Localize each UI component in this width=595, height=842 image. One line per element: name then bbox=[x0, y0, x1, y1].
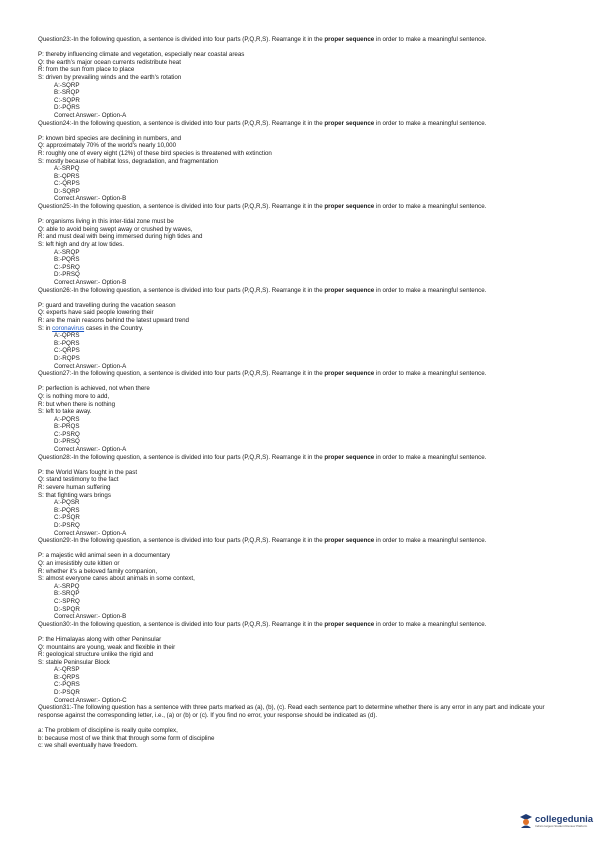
correct-answer: Correct Answer:- Option-A bbox=[54, 446, 127, 454]
option-a: A:-QRSP bbox=[54, 666, 80, 674]
part-p: P: known bird species are declining in numbers, and bbox=[38, 134, 182, 142]
option-d: D:-RQPS bbox=[54, 354, 80, 362]
part-q: Q: able to avoid being swept away or crushed by waves, bbox=[38, 225, 193, 233]
part-p: P: perfection is achieved, not when there bbox=[38, 385, 150, 393]
question-block bbox=[38, 370, 558, 454]
coronavirus-link[interactable]: coronavirus bbox=[52, 324, 85, 332]
option-a: A:-QPRS bbox=[54, 332, 80, 340]
question-block bbox=[38, 621, 558, 705]
option-c: C:-QRPS bbox=[54, 180, 80, 188]
graduate-icon bbox=[520, 814, 532, 828]
part-s: S: driven by prevailing winds and the earth's rotation bbox=[38, 73, 182, 81]
correct-answer: Correct Answer:- Option-A bbox=[54, 529, 127, 537]
collegedunia-logo bbox=[520, 814, 593, 828]
part-q: Q: stand testimony to the fact bbox=[38, 476, 119, 484]
question-block bbox=[38, 36, 558, 120]
part-s: S: that fighting wars brings bbox=[38, 491, 111, 499]
option-d: D:-SQRP bbox=[54, 187, 80, 195]
correct-answer: Correct Answer:- Option-C bbox=[54, 696, 127, 704]
option-c: C:-PQRS bbox=[54, 681, 80, 689]
option-b: B:-PQRS bbox=[54, 506, 80, 514]
logo-tagline: India's largest Student Review Platform bbox=[535, 823, 588, 828]
part-q: Q: experts have said people lowering their bbox=[38, 309, 154, 317]
option-b: B:-QRPS bbox=[54, 673, 80, 681]
part-c: c: we shall eventually have freedom. bbox=[38, 742, 138, 750]
part-r: R: but when there is nothing bbox=[38, 400, 116, 408]
question-heading: Question25:-In the following question, a sentence is divided into four parts (P,Q,R,S). Rearrange it in the proper sequence in order to make a meaningful sentence. bbox=[38, 203, 487, 211]
part-p: P: the World Wars fought in the past bbox=[38, 468, 138, 476]
question-block bbox=[38, 704, 558, 750]
option-b: B:-PRQS bbox=[54, 423, 80, 431]
correct-answer: Correct Answer:- Option-B bbox=[54, 195, 127, 203]
part-s: S: left to take away. bbox=[38, 408, 92, 416]
question-block bbox=[38, 203, 558, 287]
question-heading: Question30:-In the following question, a sentence is divided into four parts (P,Q,R,S). Rearrange it in the proper sequence in order to make a meaningful sentence. bbox=[38, 620, 487, 628]
part-s: S: mostly because of habitat loss, degradation, and fragmentation bbox=[38, 157, 218, 165]
part-s: S: in coronavirus cases in the Country. bbox=[38, 324, 144, 332]
correct-answer: Correct Answer:- Option-A bbox=[54, 111, 127, 119]
question-document bbox=[38, 36, 558, 750]
option-d: D:-PRSQ bbox=[54, 438, 80, 446]
option-d: D:-PQRS bbox=[54, 104, 80, 112]
option-a: A:-SQRP bbox=[54, 81, 80, 89]
part-q: Q: approximately 70% of the world's nearly 10,000 bbox=[38, 142, 177, 150]
part-r: R: from the sun from place to place bbox=[38, 66, 135, 74]
question-heading: Question23:-In the following question, a sentence is divided into four parts (P,Q,R,S). Rearrange it in the proper sequence in order to make a meaningful sentence. bbox=[38, 36, 487, 43]
part-r: R: and must deal with being immersed during high tides and bbox=[38, 233, 203, 241]
correct-answer: Correct Answer:- Option-A bbox=[54, 362, 127, 370]
option-c: C:-SPRQ bbox=[54, 597, 80, 605]
option-a: A:-PQSR bbox=[54, 499, 80, 507]
part-q: Q: the earth’s major ocean currents redistribute heat bbox=[38, 58, 181, 66]
correct-answer: Correct Answer:- Option-B bbox=[54, 613, 127, 621]
part-p: P: the Himalayas along with other Peninsular bbox=[38, 635, 162, 643]
part-r: R: severe human suffering bbox=[38, 484, 111, 492]
option-d: D:-SPQR bbox=[54, 605, 80, 613]
question-block bbox=[38, 120, 558, 204]
part-p: P: organisms living in this inter-tidal zone must be bbox=[38, 218, 174, 226]
part-q: Q: is nothing more to add, bbox=[38, 392, 110, 400]
logo-name: collegedunia bbox=[535, 813, 594, 825]
option-c: C:-PSRQ bbox=[54, 430, 80, 438]
option-c: C:-SQPR bbox=[54, 96, 80, 104]
part-p: P: thereby influencing climate and vegetation, especially near coastal areas bbox=[38, 51, 245, 59]
part-r: R: whether it's a beloved family companion, bbox=[38, 567, 158, 575]
part-q: Q: mountains are young, weak and flexible in their bbox=[38, 643, 176, 651]
part-b: b: because most of we think that through some form of discipline bbox=[38, 734, 215, 742]
option-d: D:-PSRQ bbox=[54, 522, 80, 529]
option-a: A:-SRPQ bbox=[54, 165, 80, 173]
option-a: A:-PQRS bbox=[54, 415, 80, 423]
question-heading: Question24:-In the following question, a sentence is divided into four parts (P,Q,R,S). Rearrange it in the proper sequence in order to make a meaningful sentence. bbox=[38, 119, 487, 127]
option-c: C:-PSQR bbox=[54, 514, 80, 522]
option-d: D:-PRSQ bbox=[54, 271, 80, 279]
part-s: S: stable Peninsular Block bbox=[38, 658, 110, 666]
part-r: R: geological structure unlike the rigid and bbox=[38, 651, 154, 659]
correct-answer: Correct Answer:- Option-B bbox=[54, 279, 127, 286]
option-c: C:-QRPS bbox=[54, 347, 80, 355]
option-b: B:-SRQP bbox=[54, 590, 80, 598]
question-heading: Question26:-In the following question, a sentence is divided into four parts (P,Q,R,S). Rearrange it in the proper sequence in order to make a meaningful sentence. bbox=[38, 286, 487, 294]
part-s: S: almost everyone cares about animals in some context, bbox=[38, 575, 195, 583]
option-b: B:-PQRS bbox=[54, 339, 80, 347]
question-heading: Question28:-In the following question, a sentence is divided into four parts (P,Q,R,S). Rearrange it in the proper sequence in order to make a meaningful sentence. bbox=[38, 453, 487, 461]
question-heading: Question27:-In the following question, a sentence is divided into four parts (P,Q,R,S). Rearrange it in the proper sequence in order to make a meaningful sentence. bbox=[38, 370, 487, 378]
option-a: A:-SRPQ bbox=[54, 582, 80, 590]
part-a: a: The problem of discipline is really quite complex, bbox=[38, 727, 178, 735]
question-block bbox=[38, 537, 558, 621]
part-p: P: a majestic wild animal seen in a documentary bbox=[38, 552, 171, 560]
option-a: A:-SRQP bbox=[54, 248, 80, 256]
option-b: B:-PQRS bbox=[54, 256, 80, 264]
option-b: B:-QPRS bbox=[54, 172, 80, 180]
option-b: B:-SRQP bbox=[54, 89, 80, 97]
part-p: P: guard and travelling during the vacation season bbox=[38, 301, 176, 309]
question-block bbox=[38, 287, 558, 371]
question-block bbox=[38, 454, 558, 538]
part-q: Q: an irresistibly cute kitten or bbox=[38, 559, 120, 567]
part-s: S: left high and dry at low tides. bbox=[38, 241, 124, 249]
part-r: R: are the main reasons behind the latest upward trend bbox=[38, 316, 189, 324]
part-r: R: roughly one of every eight (12%) of these bird species is threatened with extinction bbox=[38, 149, 272, 157]
question-heading: Question29:-In the following question, a sentence is divided into four parts (P,Q,R,S). Rearrange it in the proper sequence in order to make a meaningful sentence. bbox=[38, 537, 487, 545]
option-d: D:-PSQR bbox=[54, 689, 80, 697]
option-c: C:-PSRQ bbox=[54, 263, 80, 271]
question-heading: Question31:-The following question has a sentence with three parts marked as (a), (b), (c). Read each sentence part to determine whether there is any error in any part and indicate your response against the corresponding letter, i.e., (a) or (b) or (c). If you find no error, your response should be indicated as (d). bbox=[38, 704, 545, 719]
